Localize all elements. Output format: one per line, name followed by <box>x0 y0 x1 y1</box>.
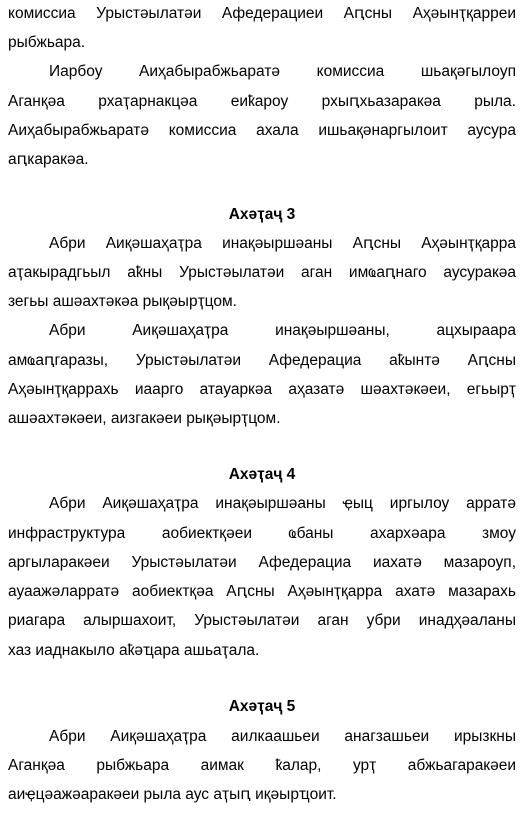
article-5-heading: Ахәҭаҷ 5 <box>228 698 296 715</box>
article-4-para-1-line-5: риагара алыршахоит, Урыстәылатәи аган убри инадҳәаланы <box>8 612 516 629</box>
article-4-para-1-line-6: хаз иаднакыло аҟәҵара ашьаҭала. <box>8 642 260 659</box>
article-3-para-1-line-2: аҭакырадгьыл аҟны Урыстәылатәи аган имҩаԥнаго аусуракәа <box>8 264 516 281</box>
article-3-para-2-line-3: Аҳәынҭқаррахь иаарго атауаркәа аҳазатә шәахтәкәеи, егьырҭ <box>8 381 516 398</box>
article-4-para-1-line-1: Абри Аиқәшаҳаҭра инақәыршәаны ҿыц иргылоу арратә <box>49 495 516 512</box>
article-3-para-1-line-1: Абри Аиқәшаҳаҭра инақәыршәаны Аԥсны Аҳәынҭқарра <box>49 235 516 252</box>
article-5-para-1-line-3: аиҿцәажәаракәеи рыла аус аҭыԥ иқәырҵоит. <box>8 786 337 803</box>
commission-line-4: аԥкаракәа. <box>8 151 89 168</box>
intro-line-1: комиссиа Урыстәылатәи Афедерациеи Аԥсны Аҳәынҭқарреи <box>8 5 516 22</box>
commission-line-1: Иарбоу Аиҳабырабжьаратә комиссиа шьақәгылоуп <box>49 63 516 80</box>
article-3-para-1-line-3: зегьы ашәахтәкәа рықәырҭцом. <box>8 293 237 310</box>
article-3-para-2-line-1: Абри Аиқәшаҳаҭра инақәыршәаны, ацхыраара <box>49 322 516 339</box>
commission-line-3: Аиҳабырабжьаратә комиссиа ахала ишьақәнаргылоит аусура <box>8 122 516 139</box>
intro-line-2: рыбжьара. <box>8 34 86 51</box>
article-3-para-2-line-4: ашәахтәкәеи, аизгакәеи рықәырҭцом. <box>8 410 281 427</box>
article-5-para-1-line-1: Абри Аиқәшаҳаҭра аилкаашьеи анагзашьеи ирызкны <box>49 728 516 745</box>
article-4-para-1-line-4: ауаажәларратә аобиектқәа Аԥсны Аҳәынҭқарра ахатә мазарахь <box>8 583 516 600</box>
article-3-para-2-line-2: амҩаԥгаразы, Урыстәылатәи Афедерациа аҟынтә Аԥсны <box>8 352 516 369</box>
article-3-heading: Ахәҭаҷ 3 <box>228 206 296 223</box>
article-4-para-1-line-3: аргыларакәеи Урыстәылатәи Афедерациа иахатә мазароуп, <box>8 554 516 571</box>
article-4-para-1-line-2: инфраструктура аобиектқәеи ҩбаны ахархәара змоу <box>8 525 516 542</box>
article-5-para-1-line-2: Аганқәа рыбжьара аимак ҟалар, урҭ абжьагаракәеи <box>8 757 516 774</box>
commission-line-2: Аганқәа рхаҭарнакцәа еиҟароу рхыԥхьазаракәа рыла. <box>8 93 516 110</box>
article-4-heading: Ахәҭаҷ 4 <box>228 466 296 483</box>
